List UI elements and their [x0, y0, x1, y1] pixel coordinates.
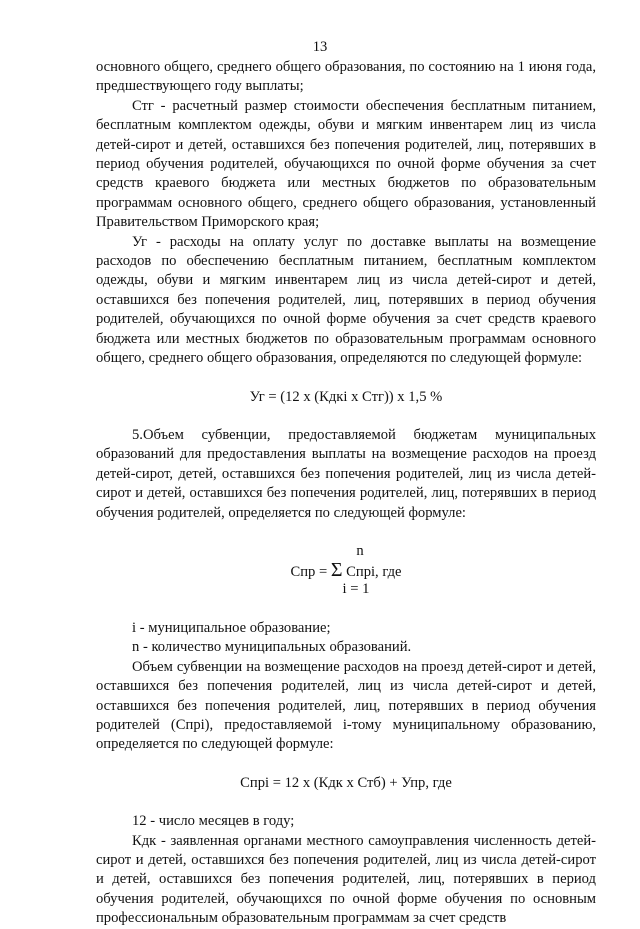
formula-ug: Уг = (12 х (Кдкi х Стг)) х 1,5 %: [249, 388, 443, 405]
paragraph-kdk-definition: Кдк - заявленная органами местного самоуправления численность детей-сирот и детей, оставшихся без попечения родителей, лиц из числа детей-сирот и детей, оставшихся без попечения родителей, лиц, потерявших в период обучения родителей, обучающихся по очной форме обучения по основным профессиональным образовательным программам за счет средств: [96, 832, 596, 927]
page-number: 13: [312, 39, 328, 55]
sum-lower-limit: i = 1: [342, 580, 370, 597]
paragraph-spri-description: Объем субвенции на возмещение расходов на проезд детей-сирот и детей, оставшихся без попечения родителей, лиц из числа детей-сирот и детей, оставшихся без попечения родителей, лиц, потерявших в период обучения родителей (Спрi), предоставляемой i-тому муниципальному образованию, определяется по следующей формуле:: [96, 658, 596, 753]
paragraph-n-definition: n - количество муниципальных образований.: [132, 639, 412, 656]
paragraph-months: 12 - число месяцев в году;: [132, 813, 295, 830]
formula-spri: Спрi = 12 х (Кдк х Стб) + Упр, где: [240, 774, 452, 791]
sum-rhs: Спрi, где: [346, 563, 402, 580]
paragraph-section-5: 5.Объем субвенции, предоставляемой бюджетам муниципальных образований для предоставления выплаты на возмещение расходов на проезд детей-сирот, детей, оставшихся без попечения родителей, лиц из числа детей-сирот и детей, оставшихся без попечения родителей, лиц, потерявших в период обучения родителей, определяется по следующей формуле:: [96, 426, 596, 521]
paragraph-stg-definition: Стг - расчетный размер стоимости обеспечения бесплатным питанием, бесплатным комплектом одежды, обуви и мягким инвентарем лиц из числа детей-сирот и детей, оставшихся без попечения родителей, лиц, потерявших в период обучения родителей, обучающихся по очной форме обучения за счет средств краевого бюджета или местных бюджетов по образовательным программам основного общего, среднего общего образования, установленный Правительством Приморского края;: [96, 97, 596, 231]
paragraph-ug-definition: Уг - расходы на оплату услуг по доставке выплаты на возмещение расходов по обеспечению бесплатным питанием, бесплатным комплектом одежды, обуви и мягким инвентарем лиц из числа детей-сирот и детей, оставшихся без попечения родителей, лиц, потерявших в период обучения родителей, обучающихся по очной форме обучения за счет средств краевого бюджета или местных бюджетов по образовательным программам основного общего, среднего общего образования, определяются по следующей формуле:: [96, 233, 596, 367]
document-body: [96, 58, 596, 929]
paragraph-i-definition: i - муниципальное образование;: [132, 619, 331, 636]
sum-upper-limit: n: [356, 542, 364, 559]
sum-lhs: Спр =: [290, 563, 328, 580]
sigma-symbol: Σ: [330, 558, 343, 581]
paragraph-continuation: основного общего, среднего общего образования, по состоянию на 1 июня года, предшествующего году выплаты;: [96, 59, 596, 95]
formula-sum: [96, 542, 596, 600]
